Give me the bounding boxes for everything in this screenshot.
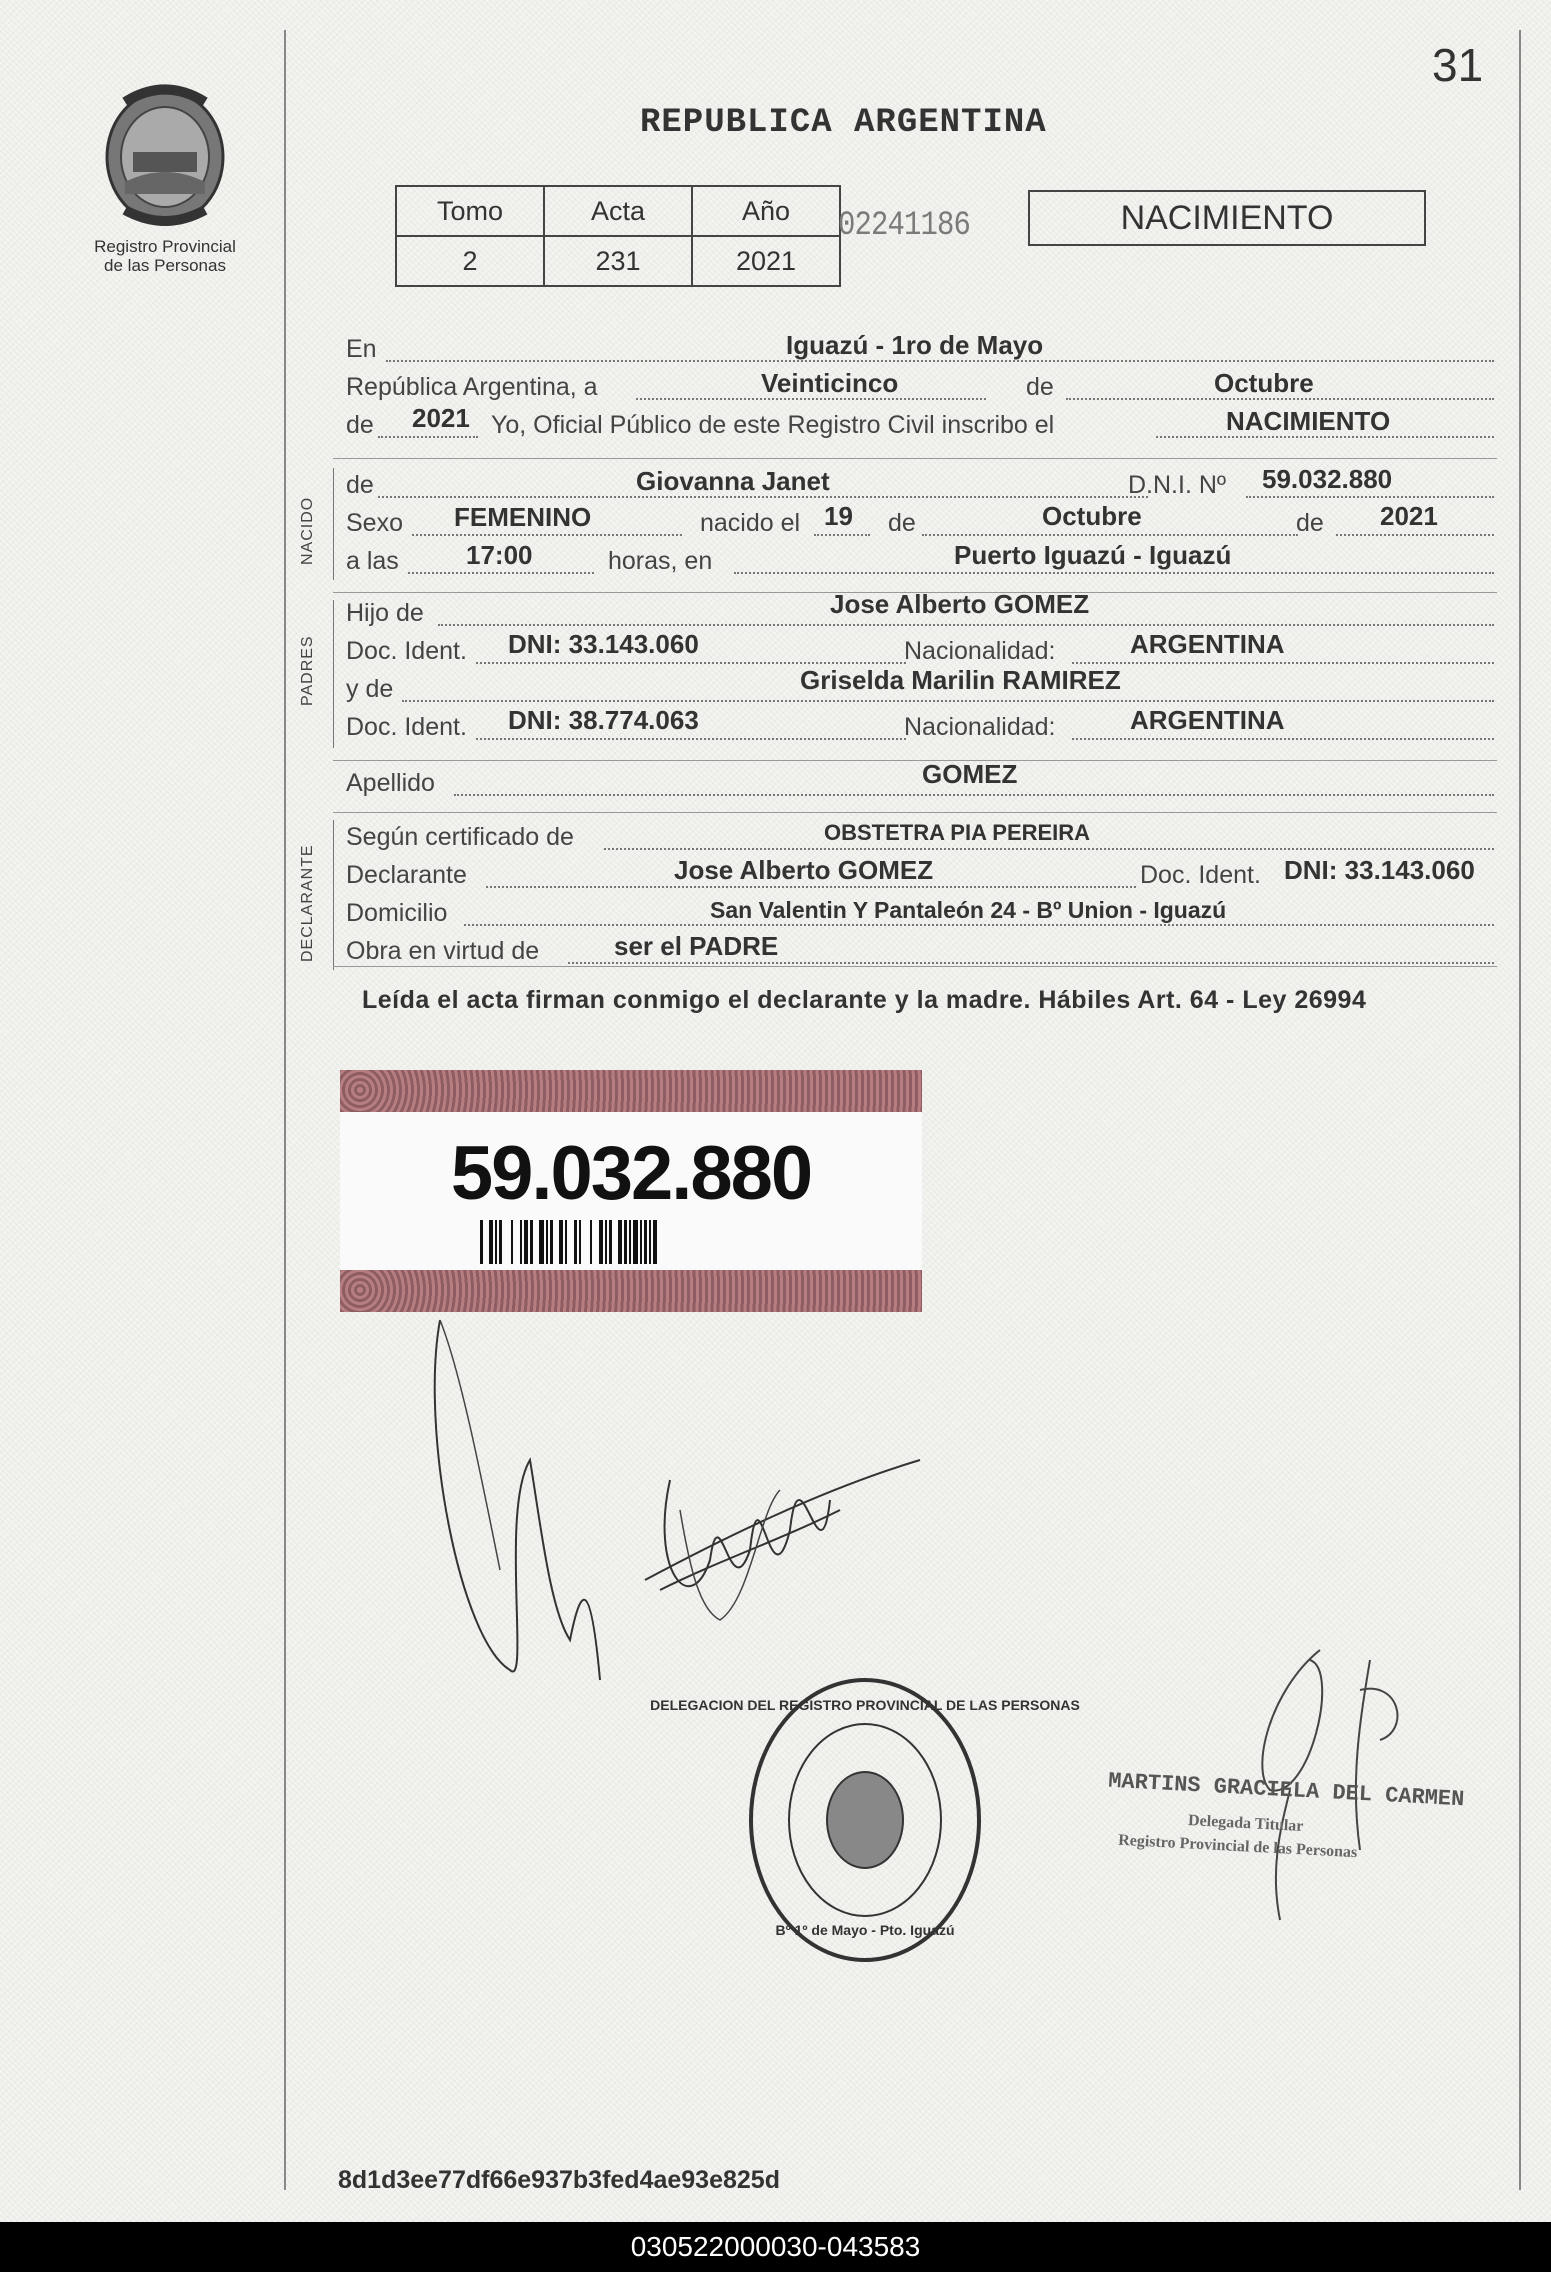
- officer-signature: [1210, 1630, 1470, 1920]
- declarante-bracket: [333, 820, 334, 970]
- barcode-bar: [495, 1220, 497, 1264]
- nacido-line-3: [346, 542, 1496, 580]
- dotted-fill: [814, 534, 870, 536]
- provincia-de-misiones-crest-icon: [95, 82, 235, 232]
- dotted-fill: [464, 924, 1494, 926]
- barcode-bar: [590, 1220, 592, 1264]
- crest-block: [70, 82, 260, 275]
- stamp-inner-text: Bº 1º de Mayo - Pto. Iguazú: [775, 1922, 955, 1938]
- section-separator: [333, 812, 1497, 813]
- serial-number: 02241186: [838, 207, 970, 245]
- dni-sticker: [340, 1070, 922, 1312]
- de-label: de: [1026, 373, 1054, 401]
- dotted-fill: [568, 962, 1494, 964]
- barcode-bar: [559, 1220, 563, 1264]
- declarante-signature: [420, 1310, 980, 1730]
- doc-ident-label: Doc. Ident.: [346, 713, 467, 741]
- dotted-fill: [486, 886, 1136, 888]
- barcode-bar: [609, 1220, 612, 1264]
- domicilio-value: San Valentin Y Pantaleón 24 - Bº Union - Iguazú: [710, 897, 1227, 923]
- year-value: 2021: [412, 403, 470, 433]
- dotted-fill: [408, 572, 594, 574]
- barcode-bar: [546, 1220, 548, 1264]
- nacido-line-1: [346, 466, 1496, 504]
- barcode-bar: [640, 1220, 642, 1264]
- dotted-fill: [378, 436, 478, 438]
- dotted-fill: [454, 794, 1494, 796]
- en-label: En: [346, 335, 377, 363]
- apellido-value: GOMEZ: [922, 759, 1018, 789]
- page-number: 31: [1432, 39, 1484, 91]
- y-de-label: y de: [346, 675, 394, 703]
- doc-ident-label: Doc. Ident.: [346, 637, 467, 665]
- table-header-acta: Acta: [544, 186, 692, 236]
- barcode-bar: [480, 1220, 483, 1264]
- section-separator: [333, 966, 1497, 967]
- barcode-bar: [524, 1220, 528, 1264]
- birth-month-value: Octubre: [1042, 501, 1142, 531]
- barcode-bar: [539, 1220, 544, 1264]
- dotted-fill: [604, 848, 1494, 850]
- document-title: REPUBLICA ARGENTINA: [640, 104, 1047, 142]
- officer-role: Delegada Titular: [1187, 1811, 1304, 1836]
- domicilio-label: Domicilio: [346, 899, 448, 927]
- table-value-acta: 231: [544, 236, 692, 286]
- dotted-fill: [402, 700, 1494, 702]
- barcode-bar: [624, 1220, 627, 1264]
- father-nationality-value: ARGENTINA: [1130, 629, 1285, 659]
- stamp-outer-text: DELEGACION DEL REGISTRO PROVINCIAL DE LAS PERSONAS: [650, 1697, 1080, 1713]
- declarante-line-3: [346, 894, 1496, 932]
- dotted-fill: [1072, 662, 1494, 664]
- mother-nationality-value: ARGENTINA: [1130, 705, 1285, 735]
- registry-stamp: [650, 1670, 1080, 1970]
- apellido-label: Apellido: [346, 769, 435, 797]
- doc-ident-label: Doc. Ident.: [1140, 861, 1261, 889]
- table-header-ano: Año: [692, 186, 840, 236]
- father-name-value: Jose Alberto GOMEZ: [830, 589, 1090, 619]
- table-header-tomo: Tomo: [396, 186, 544, 236]
- barcode-bar: [649, 1220, 651, 1264]
- act-value: NACIMIENTO: [1226, 406, 1391, 436]
- right-margin-line: [1519, 30, 1521, 2190]
- footer-code-bar: 030522000030-043583: [0, 2222, 1551, 2272]
- barcode-bar: [511, 1220, 513, 1264]
- yo-label: Yo, Oficial Público de este Registro Civil inscribo el: [491, 411, 1055, 439]
- padres-bracket: [333, 600, 334, 748]
- intro-line-1: [346, 330, 1496, 368]
- sexo-value: FEMENINO: [454, 502, 592, 532]
- sticker-band-bottom: [340, 1270, 922, 1312]
- padres-line-3: [346, 665, 1496, 708]
- dotted-fill: [922, 534, 1298, 536]
- officer-office: Registro Provincial de las Personas: [1117, 1831, 1358, 1862]
- dotted-fill: [1072, 738, 1494, 740]
- sexo-label: Sexo: [346, 509, 403, 537]
- mother-doc-value: DNI: 38.774.063: [508, 705, 699, 735]
- birth-day-value: 19: [824, 501, 853, 531]
- barcode-bar: [550, 1220, 553, 1264]
- dotted-fill: [1246, 496, 1494, 498]
- barcode-bar: [605, 1220, 607, 1264]
- sticker-band-top: [340, 1070, 922, 1112]
- padres-line-1: [346, 589, 1496, 632]
- closing-text: Leída el acta firman conmigo el declarante y la madre. Hábiles Art. 64 - Ley 26994: [362, 986, 1367, 1014]
- barcode-bar: [653, 1220, 657, 1264]
- de-label: de: [1296, 509, 1324, 537]
- dni-label: D.N.I. Nº: [1128, 471, 1227, 499]
- child-dni-value: 59.032.880: [1262, 464, 1393, 494]
- declarante-value: Jose Alberto GOMEZ: [674, 855, 934, 885]
- barcode-bar: [489, 1220, 493, 1264]
- birth-place-value: Puerto Iguazú - Iguazú: [954, 540, 1232, 570]
- obra-value: ser el PADRE: [614, 931, 779, 961]
- table-value-tomo: 2: [396, 236, 544, 286]
- mother-name-value: Griselda Marilin RAMIREZ: [800, 665, 1121, 695]
- declarante-line-2: [346, 856, 1496, 894]
- barcode-bar: [629, 1220, 631, 1264]
- barcode-icon: [480, 1220, 782, 1264]
- barcode-bar: [499, 1220, 502, 1264]
- officer-name: MARTINS GRACIELA DEL CARMEN: [1107, 1768, 1465, 1813]
- dotted-fill: [476, 738, 906, 740]
- declarante-line-4: [346, 932, 1496, 970]
- day-value: Veinticinco: [761, 368, 899, 398]
- barcode-bar: [520, 1220, 522, 1264]
- birth-year-value: 2021: [1380, 501, 1438, 531]
- crest-label-line1: Registro Provincial: [94, 237, 236, 256]
- republica-label: República Argentina, a: [346, 373, 598, 401]
- obra-en-virtud-label: Obra en virtud de: [346, 937, 540, 965]
- barcode-bar: [599, 1220, 603, 1264]
- dotted-fill: [1336, 534, 1494, 536]
- nacido-bracket: [333, 468, 334, 580]
- barcode-bar: [579, 1220, 581, 1264]
- document-hash: 8d1d3ee77df66e937b3fed4ae93e825d: [338, 2166, 780, 2194]
- a-las-label: a las: [346, 547, 399, 575]
- barcode-bar: [530, 1220, 533, 1264]
- table-value-ano: 2021: [692, 236, 840, 286]
- record-table: [395, 185, 841, 287]
- dotted-fill: [412, 534, 682, 536]
- de-label: de: [888, 509, 916, 537]
- declarante-label: Declarante: [346, 861, 467, 889]
- act-type-box: NACIMIENTO: [1028, 190, 1426, 246]
- dotted-fill: [476, 662, 906, 664]
- dotted-fill: [734, 572, 1494, 574]
- declarante-doc-value: DNI: 33.143.060: [1284, 855, 1475, 885]
- section-separator: [333, 458, 1497, 459]
- nacionalidad-label: Nacionalidad:: [904, 637, 1056, 665]
- apellido-line: [346, 759, 1496, 802]
- declarante-line-1: [346, 818, 1496, 856]
- birth-hour-value: 17:00: [466, 540, 533, 570]
- crest-label-line2: de las Personas: [104, 256, 226, 275]
- certificate-value: OBSTETRA PIA PEREIRA: [824, 820, 1091, 845]
- de2-label: de: [346, 411, 374, 439]
- nacionalidad-label: Nacionalidad:: [904, 713, 1056, 741]
- nacido-el-label: nacido el: [700, 509, 801, 537]
- intro-line-2: [346, 368, 1496, 406]
- father-doc-value: DNI: 33.143.060: [508, 629, 699, 659]
- nacido-line-2: [346, 501, 1496, 542]
- dni-sticker-number: 59.032.880: [450, 1131, 812, 1216]
- padres-section-label: PADRES: [299, 635, 316, 706]
- month-value: Octubre: [1214, 368, 1314, 398]
- dotted-fill: [438, 624, 1494, 626]
- padres-line-4: [346, 705, 1496, 746]
- barcode-bar: [644, 1220, 647, 1264]
- horas-en-label: horas, en: [608, 547, 713, 575]
- de-label: de: [346, 471, 374, 499]
- barcode-bar: [633, 1220, 638, 1264]
- place-value: Iguazú - 1ro de Mayo: [786, 330, 1044, 360]
- section-separator: [333, 760, 1497, 761]
- left-margin-line: [284, 30, 286, 2190]
- child-name-value: Giovanna Janet: [636, 466, 830, 496]
- intro-line-3: [346, 403, 1496, 444]
- hijo-de-label: Hijo de: [346, 599, 424, 627]
- declarante-section-label: DECLARANTE: [299, 844, 316, 962]
- segun-certificado-label: Según certificado de: [346, 823, 574, 851]
- barcode-bar: [618, 1220, 622, 1264]
- barcode-bar: [574, 1220, 577, 1264]
- barcode-bar: [565, 1220, 567, 1264]
- nacido-section-label: NACIDO: [299, 496, 316, 565]
